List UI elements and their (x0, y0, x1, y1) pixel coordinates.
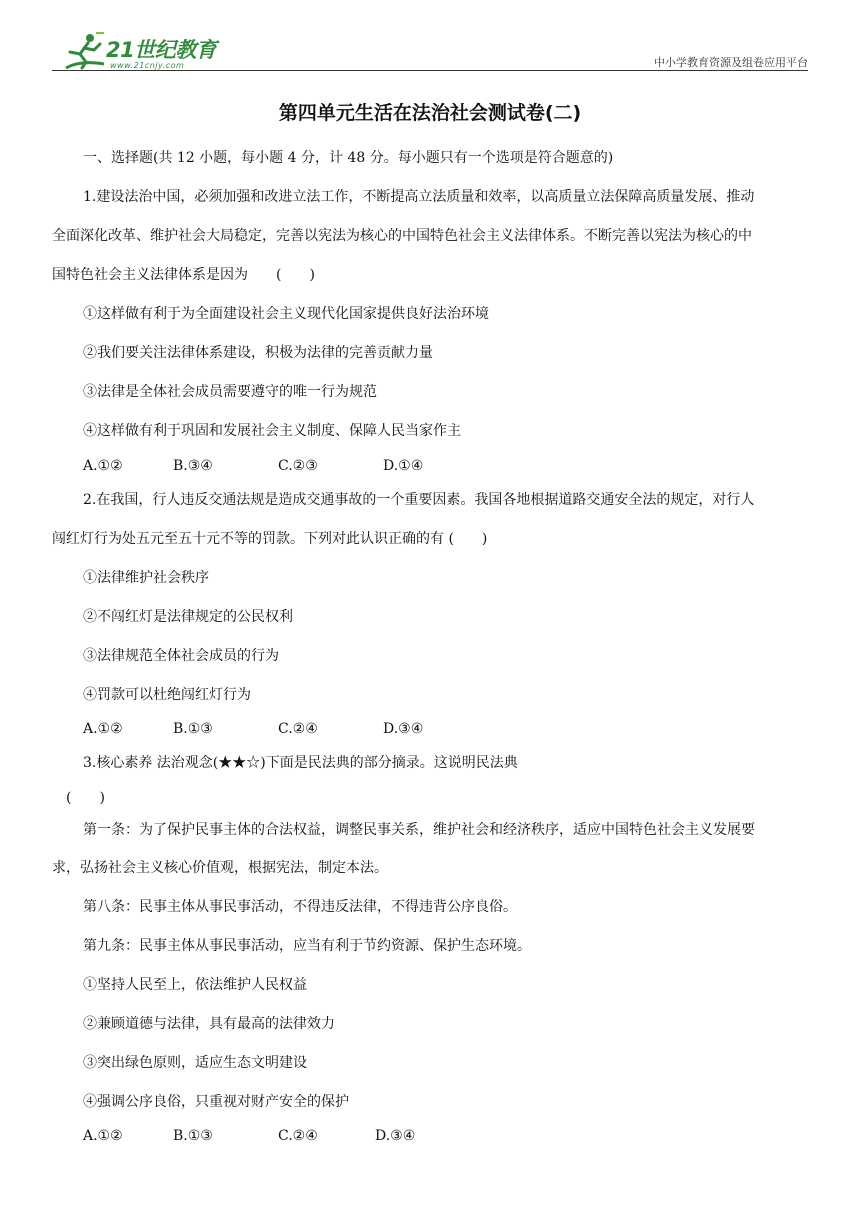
q1-choice-a[interactable]: A.①② (83, 458, 123, 474)
q3-choice-a[interactable]: A.①② (83, 1128, 123, 1144)
q2-choice-d[interactable]: D.③④ (383, 721, 424, 737)
logo-text: 21世纪教育 (106, 38, 217, 62)
q3-option: ①坚持人民至上，依法维护人民权益 (83, 977, 307, 993)
logo (60, 30, 230, 74)
q1-choice-d[interactable]: D.①④ (383, 458, 424, 474)
q1-option: ④这样做有利于巩固和发展社会主义制度、保障人民当家作主 (83, 423, 461, 439)
logo-url: www.21cnjy.com (110, 61, 185, 70)
header-divider (52, 70, 808, 71)
q3-choice-d[interactable]: D.③④ (375, 1128, 416, 1144)
q3-excerpt-line: 第一条：为了保护民事主体的合法权益，调整民事关系，维护社会和经济秩序，适应中国特色社会主义发展要 (83, 822, 755, 838)
q1-option: ②我们要关注法律体系建设，积极为法律的完善贡献力量 (83, 345, 433, 361)
q3-excerpt-line: 求，弘扬社会主义核心价值观，根据宪法，制定本法。 (52, 860, 388, 876)
q1-option: ③法律是全体社会成员需要遵守的唯一行为规范 (83, 384, 377, 400)
q3-option: ③突出绿色原则，适应生态文明建设 (83, 1055, 307, 1071)
q3-option: ②兼顾道德与法律，具有最高的法律效力 (83, 1016, 335, 1032)
q1-stem-line: 1.建设法治中国，必须加强和改进立法工作，不断提高立法质量和效率，以高质量立法保障高质量发展、推动 (83, 189, 755, 205)
q3-stem-line: 3.核心素养 法治观念(★★☆)下面是民法典的部分摘录。这说明民法典 (83, 755, 518, 771)
q3-choice-c[interactable]: C.②④ (278, 1128, 318, 1144)
q2-choice-c[interactable]: C.②④ (278, 721, 318, 737)
q1-stem-line: 全面深化改革、维护社会大局稳定，完善以宪法为核心的中国特色社会主义法律体系。不断完善以宪法为核心的中 (52, 228, 752, 244)
page-header (52, 30, 808, 74)
runner-logo-icon (60, 30, 108, 74)
q3-option: ④强调公序良俗，只重视对财产安全的保护 (83, 1094, 349, 1110)
q3-excerpt-line: 第八条：民事主体从事民事活动，不得违反法律，不得违背公序良俗。 (83, 899, 517, 915)
q1-option: ①这样做有利于为全面建设社会主义现代化国家提供良好法治环境 (83, 306, 489, 322)
q1-stem-line: 国特色社会主义法律体系是因为 ( ) (52, 267, 315, 283)
section-heading: 一、选择题(共 12 小题，每小题 4 分，计 48 分。每小题只有一个选项是符合题意的) (83, 150, 614, 166)
q2-choice-a[interactable]: A.①② (83, 721, 123, 737)
q2-option: ③法律规范全体社会成员的行为 (83, 648, 279, 664)
q2-stem-line: 2.在我国，行人违反交通法规是造成交通事故的一个重要因素。我国各地根据道路交通安全法的规定，对行人 (83, 492, 755, 508)
q2-choice-b[interactable]: B.①③ (173, 721, 213, 737)
q1-choice-c[interactable]: C.②③ (278, 458, 318, 474)
q2-option: ②不闯红灯是法律规定的公民权利 (83, 609, 293, 625)
q2-stem-line: 闯红灯行为处五元至五十元不等的罚款。下列对此认识正确的有 ( ) (52, 531, 488, 547)
q2-option: ①法律维护社会秩序 (83, 570, 209, 586)
q2-option: ④罚款可以杜绝闯红灯行为 (83, 687, 251, 703)
q1-choice-b[interactable]: B.③④ (173, 458, 213, 474)
platform-label: 中小学教育资源及组卷应用平台 (654, 56, 808, 69)
q3-stem-line: ( ) (66, 790, 105, 806)
page-title: 第四单元生活在法治社会测试卷(二) (278, 102, 582, 124)
q3-choice-b[interactable]: B.①③ (173, 1128, 213, 1144)
q3-excerpt-line: 第九条：民事主体从事民事活动，应当有利于节约资源、保护生态环境。 (83, 938, 531, 954)
